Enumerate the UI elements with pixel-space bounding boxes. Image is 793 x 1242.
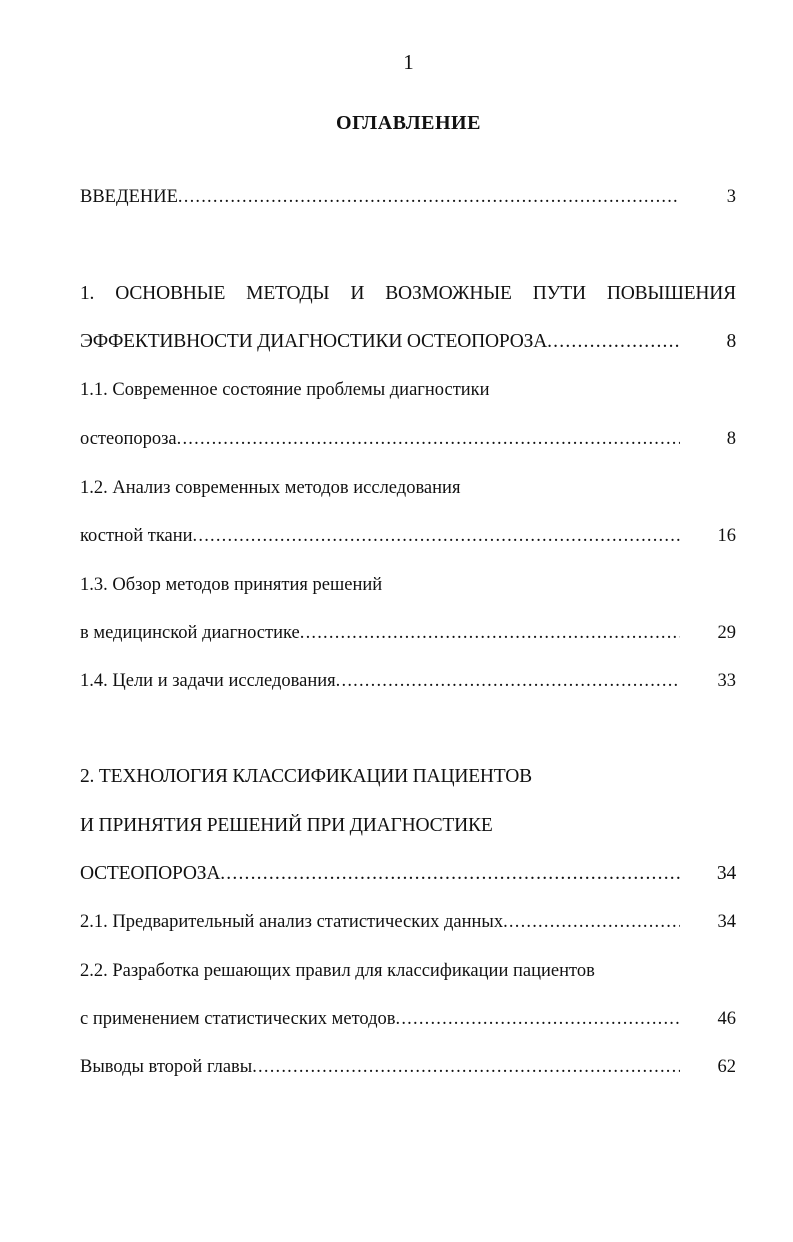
toc-entry-text: Выводы второй главы — [80, 1057, 253, 1077]
toc-entry-section-1-3[interactable] — [80, 619, 736, 647]
dot-leader — [178, 183, 680, 211]
toc-chapter-1-title-line-1: 1. ОСНОВНЫЕ МЕТОДЫ И ВОЗМОЖНЫЕ ПУТИ ПОВЫШЕНИЯ — [80, 283, 736, 304]
dot-leader — [193, 522, 680, 550]
dot-leader — [336, 667, 680, 695]
toc-entry-section-1-1[interactable] — [80, 425, 736, 453]
toc-page-number: 8 — [726, 331, 736, 352]
toc-section-2-2-title-line-1: 2.2. Разработка решающих правил для классификации пациентов — [80, 961, 595, 981]
toc-entry-text: костной ткани — [80, 526, 193, 546]
toc-section-1-2-title-line-1: 1.2. Анализ современных методов исследования — [80, 478, 461, 498]
toc-page-number: 62 — [717, 1057, 736, 1077]
toc-page-number: 34 — [716, 863, 736, 884]
toc-page-number: 46 — [717, 1009, 736, 1029]
toc-entry-text: 2.1. Предварительный анализ статистических данных — [80, 912, 504, 932]
toc-entry-chapter-2[interactable] — [80, 860, 736, 888]
toc-title: ОГЛАВЛЕНИЕ — [336, 112, 481, 134]
toc-entry-chapter-1[interactable] — [80, 328, 736, 356]
dot-leader — [300, 619, 680, 647]
toc-chapter-2-title-line-2: И ПРИНЯТИЯ РЕШЕНИЙ ПРИ ДИАГНОСТИКЕ — [80, 815, 493, 836]
toc-entry-section-2-2[interactable] — [80, 1005, 736, 1033]
toc-page-number: 33 — [717, 671, 736, 691]
toc-section-1-3-title-line-1: 1.3. Обзор методов принятия решений — [80, 575, 383, 595]
toc-entry-section-1-4[interactable] — [80, 667, 736, 695]
toc-chapter-2-title-line-1: 2. ТЕХНОЛОГИЯ КЛАССИФИКАЦИИ ПАЦИЕНТОВ — [80, 766, 532, 787]
toc-page-number: 3 — [726, 187, 736, 207]
toc-entry-text: ВВЕДЕНИЕ — [80, 187, 178, 207]
page-number: 1 — [403, 50, 414, 74]
toc-entry-section-1-2[interactable] — [80, 522, 736, 550]
toc-entry-text: 1.4. Цели и задачи исследования — [80, 671, 336, 691]
toc-page-number: 16 — [717, 526, 736, 546]
toc-entry-intro[interactable] — [80, 183, 736, 211]
toc-entry-section-2-1[interactable] — [80, 908, 736, 936]
toc-page-number: 34 — [717, 912, 736, 932]
dot-leader — [547, 328, 680, 356]
dot-leader — [252, 1053, 680, 1081]
toc-section-1-1-title-line-1: 1.1. Современное состояние проблемы диагностики — [80, 380, 490, 400]
dot-leader — [396, 1005, 680, 1033]
dot-leader — [503, 908, 680, 936]
dot-leader — [177, 425, 680, 453]
toc-entry-text: ЭФФЕКТИВНОСТИ ДИАГНОСТИКИ ОСТЕОПОРОЗА — [80, 331, 548, 352]
toc-entry-text: ОСТЕОПОРОЗА — [80, 863, 221, 884]
toc-page-number: 8 — [726, 429, 736, 449]
toc-page-number: 29 — [717, 623, 736, 643]
toc-entry-text: с применением статистических методов — [80, 1009, 396, 1029]
toc-entry-text: в медицинской диагностике — [80, 623, 300, 643]
dot-leader — [220, 860, 680, 888]
toc-entry-text: остеопороза — [80, 429, 177, 449]
toc-entry-conclusions-chapter-2[interactable] — [80, 1053, 736, 1081]
